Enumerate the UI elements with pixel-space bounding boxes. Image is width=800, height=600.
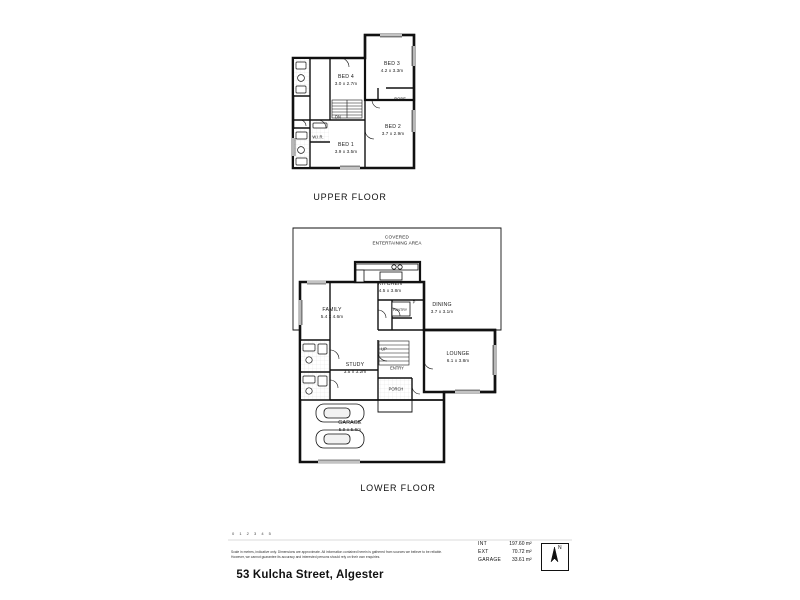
- area-row: [478, 549, 534, 557]
- scale-bar: 0 1 2 3 4 5: [232, 531, 273, 536]
- lower-floor-title: LOWER FLOOR: [360, 483, 436, 493]
- room-label-bed-2: BED 2 3.7 x 2.9m: [381, 123, 405, 136]
- property-address: 53 Kulcha Street, Algester: [236, 569, 384, 581]
- room-label-bed-3: BED 3 4.2 x 3.3m: [380, 60, 404, 73]
- room-label-lounge: LOUNGE 6.1 x 3.8m: [446, 350, 470, 363]
- room-label-up: UP: [381, 346, 387, 352]
- area-label: EXT: [478, 548, 489, 555]
- area-label: GARAGE: [478, 556, 502, 563]
- area-summary: [478, 541, 534, 564]
- room-label-dn: DN: [335, 114, 341, 120]
- disclaimer-text: Scale in metres, indicative only. Dimensions are approximate. All information contained herein is gathered from sources we believe to be reliable. However, we cannot guarantee its accuracy and interested persons should rely on their own enquiries.: [231, 550, 443, 559]
- room-label-wir: W.I.R.: [312, 134, 324, 140]
- lower-floor-plan: [293, 228, 501, 462]
- room-label-family: FAMILY 5.4 x 4.6m: [320, 306, 344, 319]
- area-value: 70.72 m²: [511, 548, 532, 555]
- area-row: [478, 541, 534, 549]
- room-label-covered-entertaining: COVERED ENTERTAINING AREA: [372, 234, 422, 245]
- area-value: 33.61 m²: [511, 556, 532, 563]
- area-label: INT: [478, 541, 487, 547]
- room-label-dining: DINING 3.7 x 3.1m: [430, 301, 454, 314]
- upper-floor-title: UPPER FLOOR: [313, 192, 387, 202]
- room-label-robe: ROBE: [394, 96, 406, 102]
- room-label-powder: P: [412, 299, 416, 305]
- area-value: 197.60 m²: [509, 541, 532, 547]
- area-row: [478, 557, 534, 565]
- room-label-bed-4: BED 4 3.0 x 2.7m: [334, 73, 358, 86]
- compass-rose: [541, 543, 569, 571]
- room-label-kitchen: KITCHEN 4.5 x 3.8m: [377, 280, 403, 293]
- room-label-pantry: PANTRY: [392, 308, 408, 312]
- room-label-entry: ENTRY: [390, 365, 404, 371]
- compass-north-letter: N: [558, 545, 562, 551]
- room-label-garage: GARAGE 5.9 x 5.6m: [338, 419, 362, 432]
- room-label-porch: PORCH: [388, 386, 404, 392]
- room-label-study: STUDY 3.5 x 3.2m: [343, 361, 367, 374]
- room-label-bed-1: BED 1 3.9 x 3.5m: [334, 141, 358, 154]
